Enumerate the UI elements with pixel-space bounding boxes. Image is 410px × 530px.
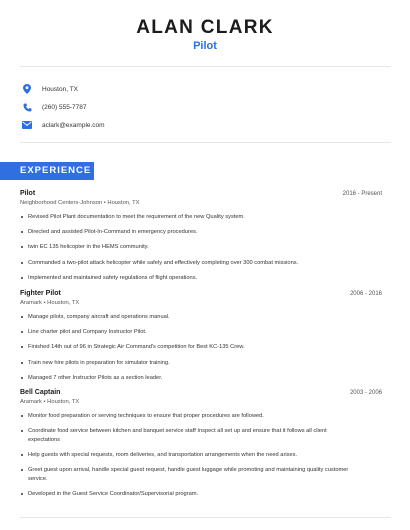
contact-email: [20, 118, 105, 132]
job-dates: 2003 - 2006: [349, 390, 382, 396]
job-bullet: Train new hire pilots in preparation for simulator training.: [20, 359, 360, 368]
job-dates: 2016 - Present: [342, 191, 382, 197]
header-divider: [20, 66, 391, 67]
job-bullet: Directed and assisted Pilot-In-Command in emergency procedures.: [20, 228, 360, 237]
job-bullet: Greet guest upon arrival, handle special guest request, handle guest luggage while promoting and maintaining quality customer service.: [20, 466, 360, 483]
job-bullet: Commanded a two-pilot attack helicopter while safely and effectively completing over 300 combat missions.: [20, 259, 360, 268]
email-text: aclark@example.com: [42, 121, 105, 129]
job-company: Neighborhood Centers-Johnson • Houston, TX: [20, 200, 140, 206]
location-text: Houston, TX: [42, 85, 79, 93]
job-bullet: Managed 7 other Instructor Pilots as a section leader.: [20, 374, 360, 383]
contact-phone: [20, 100, 86, 114]
job-bullet: Line charter pilot and Company Instructor Pilot.: [20, 328, 360, 337]
job-company: Aramark • Houston, TX: [20, 399, 80, 405]
location-pin-icon: [20, 82, 34, 96]
phone-text: (260) 555-7787: [42, 103, 87, 111]
phone-icon: [20, 100, 34, 114]
job-company: Aramark • Houston, TX: [20, 300, 80, 306]
job-title: Bell Captain: [20, 389, 61, 396]
contact-divider: [20, 142, 391, 143]
job-bullet: twin EC 135 helicopter in the HEMS community.: [20, 243, 360, 252]
job-bullet: Revised Pilot Plant documentation to meet the requirement of the new Quality system.: [20, 213, 360, 222]
candidate-role: Pilot: [193, 40, 217, 52]
job-bullet: Monitor food preparation or serving techniques to ensure that proper procedures are followed.: [20, 412, 360, 421]
job-title: Fighter Pilot: [20, 290, 61, 297]
contact-location: [20, 82, 78, 96]
candidate-name: ALAN CLARK: [136, 17, 274, 38]
footer-divider: [20, 517, 391, 518]
job-bullet: Coordinate food service between kitchen and banquet service staff Inspect all set up and ensure that it follows all client expectations: [20, 427, 360, 444]
job-dates: 2006 - 2016: [349, 291, 382, 297]
job-bullet: Finished 14th out of 96 in Strategic Air Command's competition for Best KC-135 Crew.: [20, 343, 360, 352]
experience-section-heading: EXPERIENCE: [0, 162, 94, 180]
job-title: Pilot: [20, 190, 36, 197]
job-bullet: Manage pilots, company aircraft and operations manual.: [20, 313, 360, 322]
job-bullet: Developed in the Guest Service Coordinator/Supervisorial program.: [20, 490, 360, 499]
email-icon: [20, 118, 34, 132]
job-bullet: Help guests with special requests, room deliveries, and transportation arrangements when the need arises.: [20, 451, 360, 460]
job-bullet: Implemented and maintained safety regulations of flight operations.: [20, 274, 360, 283]
